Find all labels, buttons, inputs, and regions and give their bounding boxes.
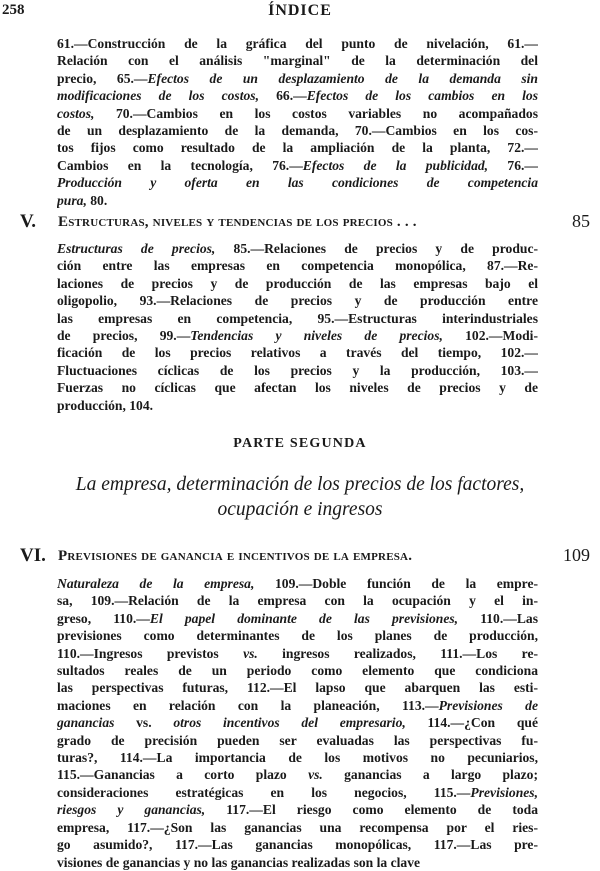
- chapter-5-contents: [57, 240, 538, 414]
- text-segment: 110.—Ingresos previstos: [57, 645, 244, 661]
- text-segment: 117.—El riesgo como elemento de toda: [205, 802, 538, 818]
- chapter-6-contents: [57, 575, 538, 871]
- toc-line: [57, 592, 538, 609]
- toc-line: [57, 344, 538, 361]
- chapter-5-heading: [20, 211, 592, 233]
- chapter-title: Previsiones de ganancia e incentivos de la empresa.: [58, 548, 413, 564]
- italic-text: modificaciones de los costos,: [57, 88, 259, 104]
- toc-line: [57, 749, 538, 766]
- toc-line: [57, 275, 538, 292]
- toc-line: [57, 70, 538, 87]
- toc-line: [57, 240, 538, 257]
- italic-text: vs.: [243, 645, 258, 661]
- text-segment: 109.—Doble función de la empre-: [254, 576, 538, 591]
- toc-line: [57, 627, 538, 644]
- page-header: [0, 2, 600, 22]
- toc-line: [57, 362, 538, 379]
- italic-text: Efectos de la publicidad,: [302, 157, 489, 173]
- text-segment: 61.—Construcción de la gráfica del punto de nivelación, 61.—: [57, 36, 538, 51]
- toc-line: [57, 610, 538, 627]
- text-segment: previsiones como determinantes de los planes de producción,: [57, 628, 538, 644]
- italic-text: Estructuras de precios,: [57, 241, 216, 256]
- text-segment: las empresas en competencia, 95.—Estructuras interindustriales: [57, 310, 538, 326]
- toc-line: [57, 139, 538, 156]
- text-segment: 102.—Modi-: [442, 328, 538, 344]
- toc-line: [57, 35, 538, 52]
- toc-line: [57, 575, 538, 592]
- chapter-6-heading: [20, 545, 592, 567]
- italic-text: Efectos de un desplazamiento de la demanda sin: [147, 70, 538, 86]
- text-segment: grado de precisión pueden ser evaluadas las perspectivas fu-: [57, 732, 538, 748]
- italic-text: Previsiones de: [438, 697, 538, 713]
- toc-line: [57, 379, 538, 396]
- italic-text: Tendencias y niveles de precios,: [190, 328, 443, 344]
- text-segment: ficación de los precios relativos a través del tiempo, 102.—: [57, 345, 538, 361]
- toc-line: [57, 327, 538, 344]
- toc-line: [57, 801, 538, 818]
- text-segment: sultados reales de un periodo como elemento que condiciona: [57, 663, 538, 679]
- text-segment: 114.—¿Con qué: [405, 715, 538, 731]
- toc-line: [57, 836, 538, 853]
- text-segment: vs.: [114, 715, 174, 731]
- italic-text: vs.: [308, 767, 323, 783]
- part-subtitle-line: ocupación e ingresos: [217, 499, 383, 520]
- chapter-title: Estructuras, niveles y tendencias de los precios . . .: [58, 214, 417, 230]
- text-segment: empresa, 117.—¿Son las ganancias una recompensa por el ries-: [57, 819, 538, 835]
- text-segment: de precios, 99.—: [57, 328, 191, 344]
- toc-line: [57, 645, 538, 662]
- toc-line: [57, 105, 538, 122]
- toc-line: [57, 697, 538, 714]
- text-segment: 110.—Las: [458, 610, 538, 626]
- toc-line: [57, 292, 538, 309]
- text-segment: Fuerzas no cíclicas que afectan los niveles de precios y de: [57, 380, 538, 396]
- italic-text: Previsiones,: [470, 784, 538, 800]
- running-title: ÍNDICE: [268, 2, 332, 19]
- toc-line: [57, 174, 538, 191]
- toc-line: [57, 766, 538, 783]
- text-segment: 85.—Relaciones de precios y de produc-: [215, 241, 538, 256]
- text-segment: greso, 110.—: [57, 610, 150, 626]
- toc-line: [57, 662, 538, 679]
- italic-text: El papel dominante de las previsiones,: [149, 610, 459, 626]
- italic-text: Producción y oferta en las condiciones de competencia: [57, 175, 538, 191]
- italic-text: pura,: [57, 192, 87, 208]
- text-segment: visiones de ganancias y no las ganancias realizadas son la clave: [57, 854, 421, 870]
- toc-line: [57, 732, 538, 749]
- chapter-4-contents: [57, 35, 538, 209]
- toc-line: [57, 310, 538, 327]
- text-segment: sa, 109.—Relación de la empresa con la ocupación y el in-: [57, 593, 538, 609]
- toc-line: [57, 784, 538, 801]
- text-segment: precio, 65.—: [57, 70, 148, 86]
- text-segment: go asumido?, 117.—Las ganancias monopólicas, 117.—Las pre-: [57, 837, 538, 853]
- chapter-numeral: V.: [20, 211, 37, 232]
- toc-line: [57, 157, 538, 174]
- text-segment: ganancias a largo plazo;: [322, 767, 538, 783]
- text-segment: Fluctuaciones cíclicas de los precios y la producción, 103.—: [57, 362, 538, 378]
- text-segment: ingresos realizados, 111.—Los re-: [257, 645, 538, 661]
- text-segment: 76.—: [488, 157, 538, 173]
- text-segment: las perspectivas futuras, 112.—El lapso que abarquen las esti-: [57, 680, 538, 696]
- part-heading: PARTE SEGUNDA: [233, 436, 367, 451]
- text-segment: 66.—: [259, 88, 307, 104]
- chapter-numeral: VI.: [20, 545, 46, 566]
- text-segment: ción entre las empresas en competencia monopólica, 87.—Re-: [57, 258, 538, 274]
- chapter-page: 85: [572, 211, 590, 231]
- toc-line: [57, 192, 538, 209]
- text-segment: Relación con el análisis "marginal" de la determinación del: [57, 53, 538, 69]
- text-segment: producción, 104.: [57, 397, 154, 413]
- text-segment: maciones en relación con la planeación, 113.—: [57, 697, 439, 713]
- italic-text: costos,: [57, 105, 95, 121]
- text-segment: 115.—Ganancias a corto plazo: [57, 767, 309, 783]
- text-segment: Cambios en la tecnología, 76.—: [57, 157, 303, 173]
- toc-line: [57, 52, 538, 69]
- toc-line: [57, 854, 538, 871]
- page-number: 258: [2, 2, 25, 18]
- text-segment: laciones de precios y de producción de las empresas bajo el: [57, 275, 538, 291]
- toc-line: [57, 397, 538, 414]
- italic-text: otros incentivos del empresario,: [173, 715, 406, 731]
- text-segment: oligopolio, 93.—Relaciones de precios y de producción entre: [57, 293, 538, 309]
- part-subtitle: [20, 472, 580, 522]
- toc-line: [57, 87, 538, 104]
- text-segment: turas?, 114.—La importancia de los motivos no pecuniarios,: [57, 750, 538, 766]
- toc-line: [57, 257, 538, 274]
- toc-line: [57, 714, 538, 731]
- italic-text: ganancias: [57, 715, 115, 731]
- toc-line: [57, 679, 538, 696]
- italic-text: Naturaleza de la empresa,: [57, 576, 255, 591]
- text-segment: 70.—Cambios en los costos variables no acompañados: [94, 105, 538, 121]
- toc-line: [57, 819, 538, 836]
- text-segment: tos fijos como resultado de la ampliación de la planta, 72.—: [57, 140, 538, 156]
- chapter-page: 109: [563, 545, 590, 565]
- italic-text: riesgos y ganancias,: [57, 802, 206, 818]
- text-segment: consideraciones estratégicas en los negocios, 115.—: [57, 784, 471, 800]
- italic-text: Efectos de los cambios en los: [306, 88, 538, 104]
- toc-line: [57, 122, 538, 139]
- text-segment: 80.: [86, 192, 108, 208]
- text-segment: de un desplazamiento de la demanda, 70.—Cambios en los cos-: [57, 123, 538, 139]
- part-subtitle-line: La empresa, determinación de los precios de los factores,: [75, 474, 525, 495]
